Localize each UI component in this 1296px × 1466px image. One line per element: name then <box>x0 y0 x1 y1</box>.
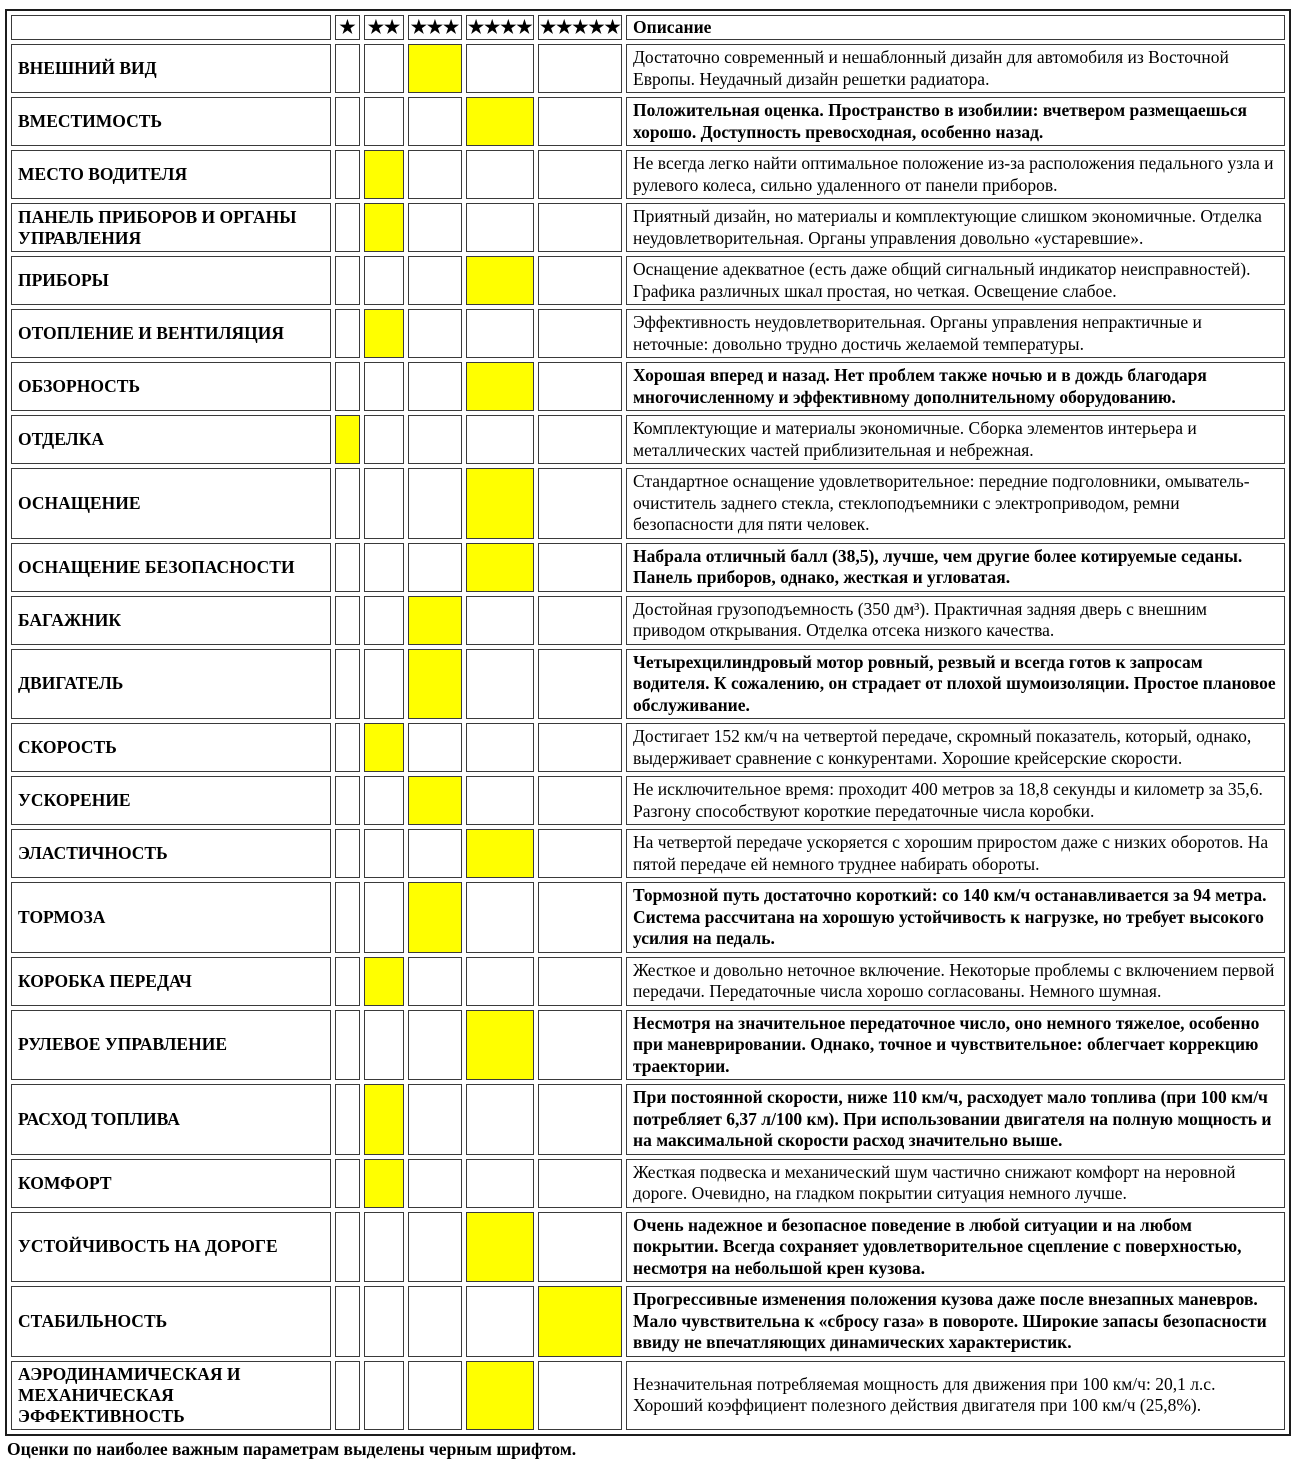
description-cell: Хорошая вперед и назад. Нет проблем также ночью и в дождь благодаря многочисленному и эффективному дополнительному оборудованию. <box>626 362 1285 411</box>
rating-cell <box>335 1361 360 1430</box>
rating-cell <box>538 649 622 720</box>
rating-cell <box>538 44 622 93</box>
description-cell: Незначительная потребляемая мощность для движения при 100 км/ч: 20,1 л.с. Хороший коэффициент полезного действия двигателя при 100 км/ч (25,8%). <box>626 1361 1285 1430</box>
description-cell: Четырехцилиндровый мотор ровный, резвый и всегда готов к запросам водителя. К сожалению, он страдает от плохой шумоизоляции. Простое плановое обслуживание. <box>626 649 1285 720</box>
table-row <box>11 97 1285 146</box>
category-cell: СКОРОСТЬ <box>11 723 331 772</box>
rating-cell <box>466 309 534 358</box>
rating-cell <box>538 596 622 645</box>
table-row <box>11 543 1285 592</box>
table-row <box>11 776 1285 825</box>
rating-cell <box>538 309 622 358</box>
rating-cell <box>408 1084 462 1155</box>
rating-cell <box>335 957 360 1006</box>
rating-cell-selected <box>466 468 534 539</box>
rating-cell <box>466 723 534 772</box>
table-row <box>11 44 1285 93</box>
table-row <box>11 882 1285 953</box>
rating-cell <box>538 1212 622 1283</box>
table-row <box>11 1084 1285 1155</box>
rating-cell <box>364 543 404 592</box>
rating-cell <box>408 1361 462 1430</box>
rating-cell <box>538 1361 622 1430</box>
category-cell: СТАБИЛЬНОСТЬ <box>11 1286 331 1357</box>
rating-cell <box>335 829 360 878</box>
rating-cell-selected <box>364 309 404 358</box>
rating-cell <box>466 776 534 825</box>
rating-cell <box>335 150 360 199</box>
rating-cell-selected <box>364 203 404 252</box>
header-row <box>11 15 1285 40</box>
header-stars-4-icon: ★★★★ <box>466 15 534 40</box>
rating-cell <box>408 829 462 878</box>
rating-cell-selected <box>466 256 534 305</box>
header-description: Описание <box>626 15 1285 40</box>
rating-cell <box>466 44 534 93</box>
rating-cell <box>335 1159 360 1208</box>
rating-cell <box>364 882 404 953</box>
category-cell: ПАНЕЛЬ ПРИБОРОВ И ОРГАНЫ УПРАВЛЕНИЯ <box>11 203 331 252</box>
rating-cell <box>335 256 360 305</box>
rating-cell <box>408 1159 462 1208</box>
rating-cell <box>538 543 622 592</box>
table-row <box>11 649 1285 720</box>
rating-cell-selected <box>466 1361 534 1430</box>
rating-cell <box>364 1286 404 1357</box>
rating-cell <box>335 309 360 358</box>
rating-cell <box>408 723 462 772</box>
rating-cell <box>466 1286 534 1357</box>
table-row <box>11 829 1285 878</box>
category-cell: АЭРОДИНАМИЧЕСКАЯ И МЕХАНИЧЕСКАЯ ЭФФЕКТИВНОСТЬ <box>11 1361 331 1430</box>
rating-cell-selected <box>364 1159 404 1208</box>
rating-cell-selected <box>408 649 462 720</box>
rating-cell <box>335 362 360 411</box>
rating-cell-selected <box>408 882 462 953</box>
rating-cell-selected <box>364 1084 404 1155</box>
rating-cell <box>364 468 404 539</box>
rating-cell <box>538 468 622 539</box>
rating-cell <box>408 97 462 146</box>
table-row <box>11 1212 1285 1283</box>
rating-cell <box>408 468 462 539</box>
description-cell: Достойная грузоподъемность (350 дм³). Практичная задняя дверь с внешним приводом открывания. Отделка отсека низкого качества. <box>626 596 1285 645</box>
header-stars-3-icon: ★★★ <box>408 15 462 40</box>
description-cell: Оснащение адекватное (есть даже общий сигнальный индикатор неисправностей). Графика различных шкал простая, но четкая. Освещение слабое. <box>626 256 1285 305</box>
rating-cell <box>335 1084 360 1155</box>
rating-cell <box>466 649 534 720</box>
rating-cell <box>408 1212 462 1283</box>
table-row <box>11 415 1285 464</box>
rating-cell-selected <box>408 44 462 93</box>
category-cell: ОСНАЩЕНИЕ БЕЗОПАСНОСТИ <box>11 543 331 592</box>
rating-cell <box>364 596 404 645</box>
description-cell: Тормозной путь достаточно короткий: со 140 км/ч останавливается за 94 метра. Система рассчитана на хорошую устойчивость к нагрузке, но требует высокого усилия на педаль. <box>626 882 1285 953</box>
table-row <box>11 150 1285 199</box>
description-cell: Положительная оценка. Пространство в изобилии: вчетвером размещаешься хорошо. Доступность превосходная, особенно назад. <box>626 97 1285 146</box>
rating-cell-selected <box>408 596 462 645</box>
table-row <box>11 723 1285 772</box>
rating-cell <box>538 150 622 199</box>
table-row <box>11 596 1285 645</box>
table-row <box>11 957 1285 1006</box>
table-row <box>11 309 1285 358</box>
rating-cell <box>408 150 462 199</box>
rating-cell <box>538 957 622 1006</box>
rating-cell-selected <box>364 957 404 1006</box>
table-row <box>11 468 1285 539</box>
description-cell: Не всегда легко найти оптимальное положение из-за расположения педального узла и рулевого колеса, сильно удаленного от панели приборов. <box>626 150 1285 199</box>
rating-cell <box>364 415 404 464</box>
rating-cell <box>364 1361 404 1430</box>
category-cell: ПРИБОРЫ <box>11 256 331 305</box>
rating-cell-selected <box>466 97 534 146</box>
category-cell: РАСХОД ТОПЛИВА <box>11 1084 331 1155</box>
footer-note: Оценки по наиболее важным параметрам выделены черным шрифтом. <box>7 1438 577 1459</box>
category-cell: МЕСТО ВОДИТЕЛЯ <box>11 150 331 199</box>
table-row <box>11 203 1285 252</box>
rating-cell-selected <box>538 1286 622 1357</box>
rating-cell <box>335 44 360 93</box>
rating-cell <box>538 1159 622 1208</box>
rating-cell-selected <box>408 776 462 825</box>
header-stars-2-icon: ★★ <box>364 15 404 40</box>
description-cell: Набрала отличный балл (38,5), лучше, чем другие более котируемые седаны. Панель приборов, однако, жесткая и угловатая. <box>626 543 1285 592</box>
rating-cell <box>364 97 404 146</box>
category-cell: РУЛЕВОЕ УПРАВЛЕНИЕ <box>11 1010 331 1081</box>
rating-cell <box>364 256 404 305</box>
rating-cell <box>466 415 534 464</box>
header-empty-cell <box>11 15 331 40</box>
rating-cell <box>364 776 404 825</box>
rating-cell-selected <box>364 723 404 772</box>
category-cell: БАГАЖНИК <box>11 596 331 645</box>
rating-cell-selected <box>466 543 534 592</box>
category-cell: УСТОЙЧИВОСТЬ НА ДОРОГЕ <box>11 1212 331 1283</box>
description-cell: На четвертой передаче ускоряется с хорошим приростом даже с низких оборотов. На пятой передаче ей немного труднее набирать обороты. <box>626 829 1285 878</box>
rating-cell <box>364 649 404 720</box>
ratings-table <box>5 9 1291 1436</box>
rating-cell <box>466 957 534 1006</box>
rating-cell-selected <box>466 362 534 411</box>
table-row <box>11 1361 1285 1430</box>
category-cell: ЭЛАСТИЧНОСТЬ <box>11 829 331 878</box>
description-cell: Несмотря на значительное передаточное число, оно немного тяжелое, особенно при маневрировании. Однако, точное и чувствительное: облегчает коррекцию траектории. <box>626 1010 1285 1081</box>
rating-cell <box>466 882 534 953</box>
rating-cell <box>335 649 360 720</box>
rating-cell <box>335 468 360 539</box>
rating-cell <box>538 776 622 825</box>
category-cell: УСКОРЕНИЕ <box>11 776 331 825</box>
rating-cell <box>538 362 622 411</box>
description-cell: Эффективность неудовлетворительная. Органы управления непрактичные и неточные: довольно трудно достичь желаемой температуры. <box>626 309 1285 358</box>
category-cell: ТОРМОЗА <box>11 882 331 953</box>
table-row <box>11 1010 1285 1081</box>
rating-cell <box>335 1212 360 1283</box>
rating-cell <box>408 543 462 592</box>
category-cell: ОСНАЩЕНИЕ <box>11 468 331 539</box>
rating-cell <box>335 723 360 772</box>
category-cell: ОТОПЛЕНИЕ И ВЕНТИЛЯЦИЯ <box>11 309 331 358</box>
rating-cell-selected <box>335 415 360 464</box>
category-cell: КОМФОРТ <box>11 1159 331 1208</box>
category-cell: ОБЗОРНОСТЬ <box>11 362 331 411</box>
rating-cell <box>335 1010 360 1081</box>
description-cell: Приятный дизайн, но материалы и комплектующие слишком экономичные. Отделка неудовлетворительная. Органы управления довольно «устаревшие». <box>626 203 1285 252</box>
rating-cell <box>538 829 622 878</box>
description-cell: Стандартное оснащение удовлетворительное: передние подголовники, омыватель-очиститель заднего стекла, стеклоподъемники с электроприводом, ремни безопасности для пяти человек. <box>626 468 1285 539</box>
description-cell: Не исключительное время: проходит 400 метров за 18,8 секунды и километр за 35,6. Разгону способствуют короткие передаточные числа коробки. <box>626 776 1285 825</box>
rating-cell <box>408 362 462 411</box>
rating-cell <box>364 362 404 411</box>
category-cell: ВНЕШНИЙ ВИД <box>11 44 331 93</box>
rating-cell <box>538 723 622 772</box>
description-cell: Жесткая подвеска и механический шум частично снижают комфорт на неровной дороге. Очевидно, на гладком покрытии ситуация немного лучше. <box>626 1159 1285 1208</box>
table-row <box>11 1159 1285 1208</box>
rating-cell <box>538 1084 622 1155</box>
rating-cell-selected <box>364 150 404 199</box>
rating-cell <box>335 776 360 825</box>
rating-cell <box>408 309 462 358</box>
table-row <box>11 1286 1285 1357</box>
rating-cell <box>538 97 622 146</box>
description-cell: Достигает 152 км/ч на четвертой передаче, скромный показатель, который, однако, выдерживает сравнение с конкурентами. Хорошие крейсерские скорости. <box>626 723 1285 772</box>
table-body <box>11 44 1285 1430</box>
category-cell: ВМЕСТИМОСТЬ <box>11 97 331 146</box>
rating-cell <box>408 415 462 464</box>
description-cell: Комплектующие и материалы экономичные. Сборка элементов интерьера и металлических частей приблизительная и небрежная. <box>626 415 1285 464</box>
description-cell: Жесткое и довольно неточное включение. Некоторые проблемы с включением первой передачи. Передаточные числа хорошо согласованы. Немного шумная. <box>626 957 1285 1006</box>
rating-cell <box>335 882 360 953</box>
rating-cell <box>408 1286 462 1357</box>
rating-cell <box>408 256 462 305</box>
rating-cell <box>364 44 404 93</box>
rating-cell <box>466 1159 534 1208</box>
rating-cell <box>335 1286 360 1357</box>
rating-cell <box>335 97 360 146</box>
rating-cell <box>364 1010 404 1081</box>
rating-cell <box>408 203 462 252</box>
rating-cell <box>466 203 534 252</box>
description-cell: Очень надежное и безопасное поведение в любой ситуации и на любом покрытии. Всегда сохраняет удовлетворительное сцепление с поверхностью, несмотря на небольшой крен кузова. <box>626 1212 1285 1283</box>
rating-cell <box>335 543 360 592</box>
rating-cell <box>364 829 404 878</box>
rating-cell-selected <box>466 829 534 878</box>
rating-cell-selected <box>466 1010 534 1081</box>
rating-cell <box>538 415 622 464</box>
category-cell: КОРОБКА ПЕРЕДАЧ <box>11 957 331 1006</box>
rating-cell <box>408 957 462 1006</box>
header-stars-1-icon: ★ <box>335 15 360 40</box>
rating-cell <box>408 1010 462 1081</box>
rating-cell <box>466 596 534 645</box>
description-cell: При постоянной скорости, ниже 110 км/ч, расходует мало топлива (при 100 км/ч потребляет 6,37 л/100 км). При использовании двигателя на полную мощность и на максимальной скорости расход значительно выше. <box>626 1084 1285 1155</box>
rating-cell <box>538 882 622 953</box>
rating-cell <box>538 256 622 305</box>
rating-cell <box>538 203 622 252</box>
rating-cell <box>364 1212 404 1283</box>
rating-cell <box>335 596 360 645</box>
table-row <box>11 362 1285 411</box>
rating-cell <box>538 1010 622 1081</box>
category-cell: ОТДЕЛКА <box>11 415 331 464</box>
header-stars-5-icon: ★★★★★ <box>538 15 622 40</box>
rating-cell <box>335 203 360 252</box>
rating-cell-selected <box>466 1212 534 1283</box>
description-cell: Прогрессивные изменения положения кузова даже после внезапных маневров. Мало чувствительна к «сбросу газа» в повороте. Широкие запасы безопасности ввиду не впечатляющих динамических характеристик. <box>626 1286 1285 1357</box>
table-row <box>11 256 1285 305</box>
category-cell: ДВИГАТЕЛЬ <box>11 649 331 720</box>
rating-cell <box>466 1084 534 1155</box>
rating-cell <box>466 150 534 199</box>
description-cell: Достаточно современный и нешаблонный дизайн для автомобиля из Восточной Европы. Неудачный дизайн решетки радиатора. <box>626 44 1285 93</box>
